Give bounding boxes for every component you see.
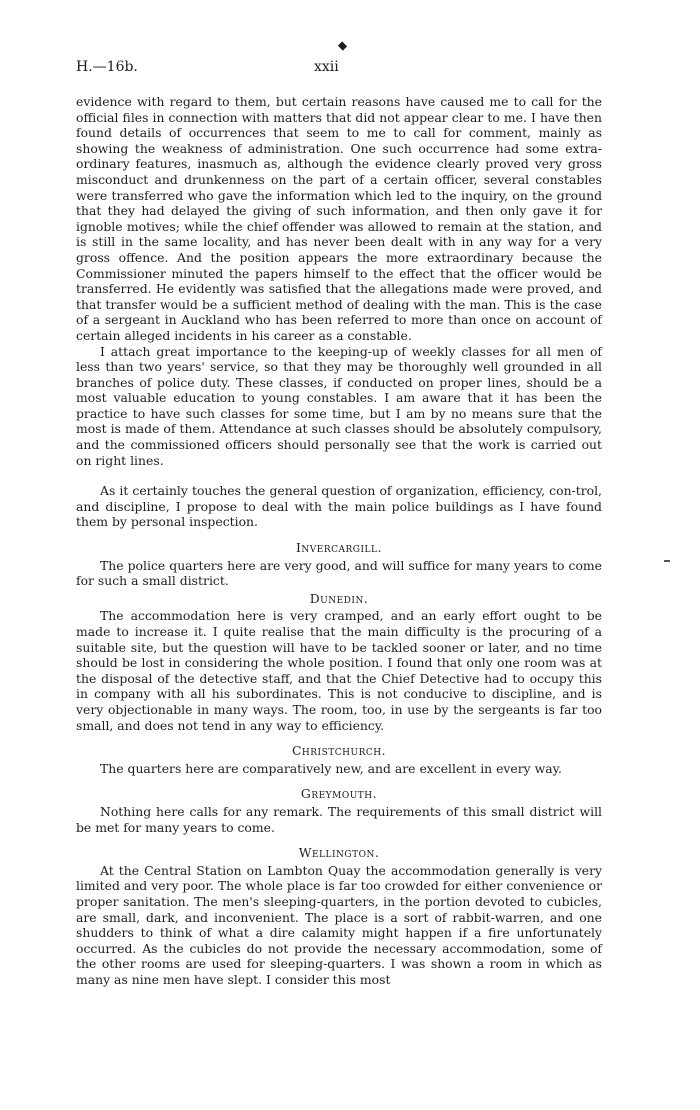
section-heading-dunedin: Dunedin.	[309, 590, 369, 606]
page-number: xxii	[314, 59, 339, 75]
section-text-christchurch: The quarters here are comparatively new, and are excellent in every way.	[100, 760, 562, 776]
margin-mark	[664, 560, 670, 562]
document-reference: H.—16b.	[76, 59, 138, 75]
section-heading-wellington: Wellington.	[298, 845, 380, 861]
section-text-greymouth: Nothing here calls for any remark. The requirements of this small district will be met for many years to come.	[76, 803, 602, 835]
section-heading-christchurch: Christchurch.	[291, 743, 387, 759]
section-text-wellington: At the Central Station on Lambton Quay the accommodation generally is very limited and very poor. The whole place is far too crowded for either convenience or proper sanitation. The men's sleeping-quarters, in the portion devoted to cubicles, are small, dark, and inconvenient. The place is a sort of rabbit-warren, and one shudders to think of what a dire calamity might happen if a fire unfortunately occurred. As the cubicles do not provide the necessary accommodation, some of the other rooms are used for sleeping-quarters. I was shown a room in which as many as nine men have slept. I consider this most	[76, 862, 602, 987]
paragraph-gap	[76, 468, 602, 483]
print-mark	[338, 41, 347, 50]
section-text-dunedin: The accommodation here is very cramped, and an early effort ought to be made to increase it. I quite realise that the main difficulty is the procuring of a suitable site, but the question will have to be tackled sooner or later, and no time should be lost in considering the whole position. I found that only one room was at the disposal of the detective staff, and that the Chief Detective had to occupy this in company with all his subordinates. This is not conducive to discipline, and is very objectionable in many ways. The room, too, in use by the sergeants is far too small, and does not tend in any way to efficiency.	[76, 608, 602, 733]
page-header	[76, 59, 604, 79]
section-text-invercargill: The police quarters here are very good, and will suffice for many years to come for such a small district.	[76, 557, 602, 589]
paragraph: evidence with regard to them, but certain reasons have caused me to call for the official files in connection with matters that did not appear clear to me. I have then found details of occurrences that seem to me to call for comment, mainly as showing the weakness of administration. One such occurrence had some extra-ordinary features, inasmuch as, although the evidence clearly proved very gross misconduct and drunkenness on the part of a certain officer, several constables were transferred who gave the information which led to the inquiry, on the ground that they had delayed the giving of such information, and then only gave it for ignoble motives; while the chief offender was allowed to remain at the station, and is still in the same locality, and has never been dealt with in any way for a very gross offence. And the position appears the more extraordinary because the Commissioner minuted the papers himself to the effect that the officer would be transferred. He evidently was satisfied that the allegations made were proved, and that transfer would be a sufficient method of dealing with the man. This is the case of a sergeant in Auckland who has been referred to more than once on account of certain alleged incidents in his career as a constable.	[76, 94, 602, 343]
paragraph: As it certainly touches the general question of organization, efficiency, con-trol, and discipline, I propose to deal with the main police buildings as I have found them by personal inspection.	[76, 483, 602, 530]
paragraph: I attach great importance to the keeping-up of weekly classes for all men of less than two years' service, so that they may be thoroughly well grounded in all branches of police duty. These classes, if conducted on proper lines, should be a most valuable education to young constables. I am aware that it has been the practice to have such classes for some time, but I am by no means sure that the most is made of them. Attendance at such classes should be absolutely compulsory, and the commissioned officers should personally see that the work is carried out on right lines.	[76, 343, 602, 468]
section-heading-greymouth: Greymouth.	[300, 786, 378, 802]
page-body	[76, 94, 602, 987]
section-heading-invercargill: Invercargill.	[296, 540, 382, 556]
